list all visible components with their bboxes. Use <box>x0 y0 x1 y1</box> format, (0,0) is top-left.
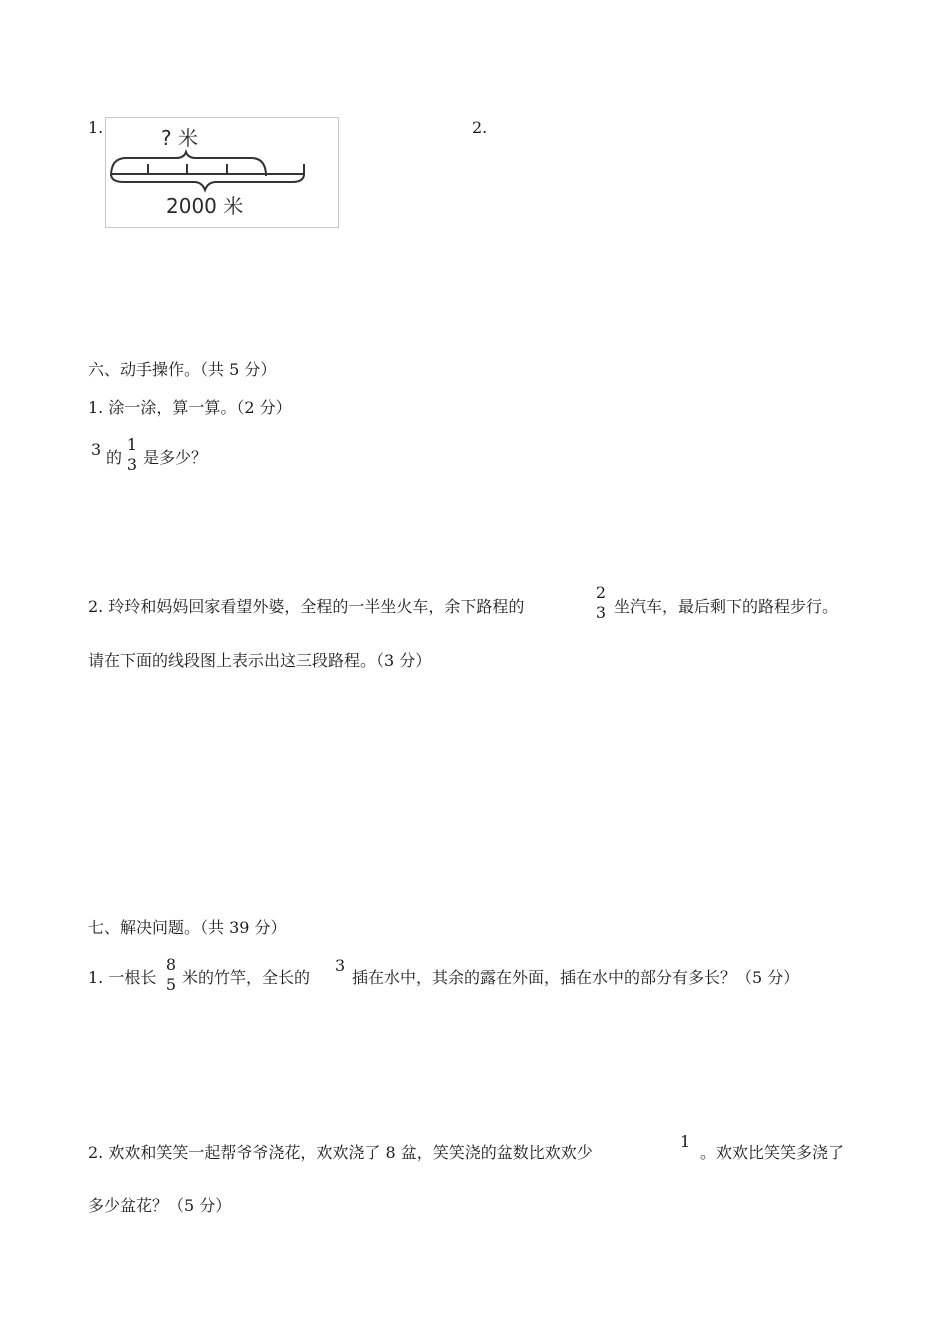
q2-number: 2. <box>472 118 488 137</box>
fraction-two-thirds <box>594 584 608 622</box>
fraction-denominator: 3 <box>595 603 607 622</box>
p7-q2-partial-fraction: 1 <box>680 1132 691 1151</box>
fraction-numerator: 8 <box>165 955 177 974</box>
section-7-heading: 七、解决问题。（共 39 分） <box>88 918 287 937</box>
p6-q2-line2: 请在下面的线段图上表示出这三段路程。（3 分） <box>88 651 432 670</box>
fraction-numerator: 1 <box>126 435 138 454</box>
figure-bottom-label: 2000 米 <box>166 194 244 218</box>
p6-q2-line1b: 坐汽车，最后剩下的路程步行。 <box>614 597 839 616</box>
p7-q1-mid: 米的竹竿，全长的 <box>182 968 311 987</box>
p7-q2-line1a: 2. 欢欢和笑笑一起帮爷爷浇花，欢欢浇了 8 盆，笑笑浇的盆数比欢欢少 <box>88 1143 593 1162</box>
section-6-heading: 六、动手操作。（共 5 分） <box>88 360 277 379</box>
p6-q1-whole: 3 <box>91 440 102 459</box>
p6-q2-line1a: 2. 玲玲和妈妈回家看望外婆，全程的一半坐火车，余下路程的 <box>88 597 525 616</box>
fraction-denominator: 3 <box>126 455 138 474</box>
q1-number: 1. <box>88 118 104 137</box>
p7-q2-line1b: 。欢欢比笑笑多浇了 <box>700 1143 845 1162</box>
p7-q1-partial-fraction: 3 <box>335 956 346 975</box>
fraction-one-third <box>125 436 139 474</box>
fraction-denominator: 5 <box>165 975 177 994</box>
p6-q1-title: 1. 涂一涂，算一算。（2 分） <box>88 398 292 417</box>
fraction-numerator: 2 <box>595 583 607 602</box>
p6-q1-question: 是多少？ <box>143 448 208 467</box>
p7-q1-suffix: 插在水中，其余的露在外面，插在水中的部分有多长？（5 分） <box>352 968 800 987</box>
p6-q1-de: 的 <box>106 448 123 467</box>
p7-q1-prefix: 1. 一根长 <box>88 968 157 987</box>
figure-top-label: ? 米 <box>161 126 198 150</box>
p7-q2-line2: 多少盆花？（5 分） <box>88 1196 232 1215</box>
fraction-eight-fifths <box>164 956 178 994</box>
line-segment-figure <box>105 117 339 228</box>
